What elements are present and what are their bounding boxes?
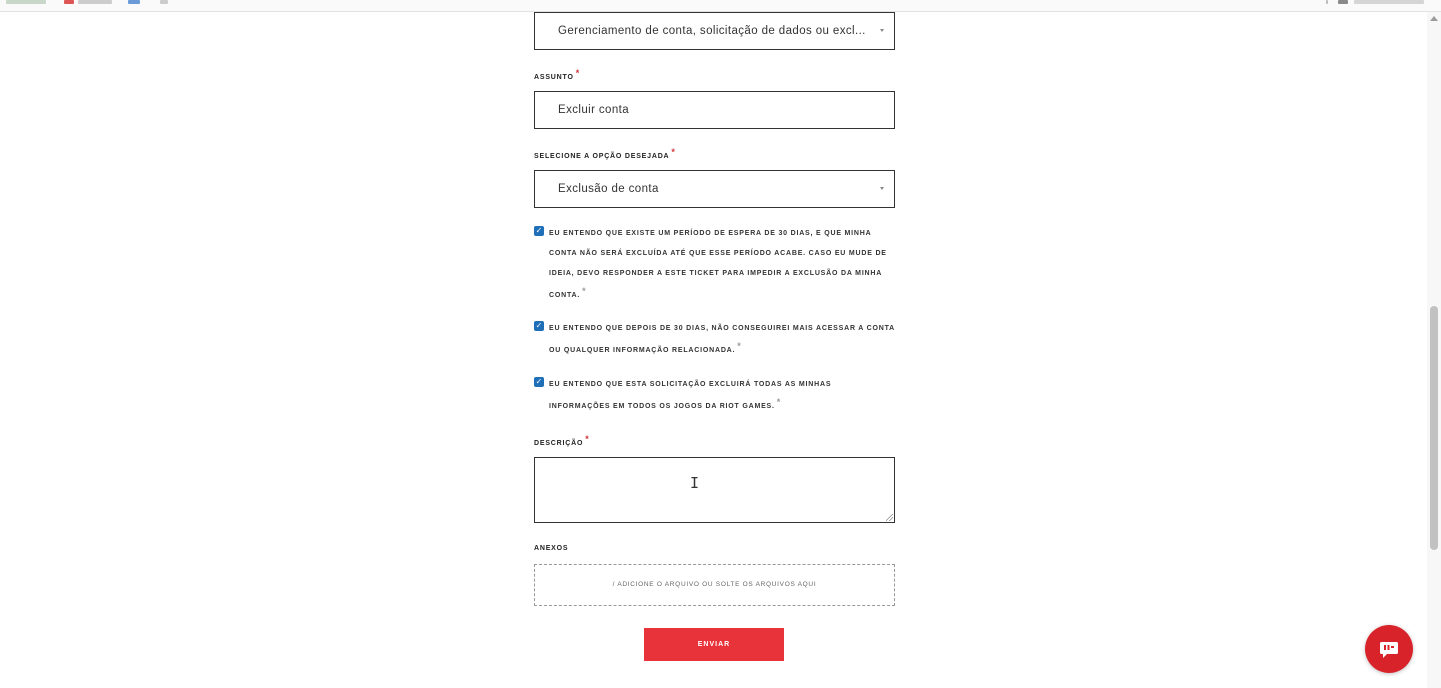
checkbox-label: EU ENTENDO QUE ESTA SOLICITAÇÃO EXCLUIRÁ TODAS AS MINHAS INFORMAÇÕES EM TODOS OS JOGOS DA RIOT GAMES. * [549, 381, 832, 410]
description-label: DESCRIÇÃO * [534, 434, 590, 447]
bookmarks-divider [1326, 0, 1328, 4]
check-icon[interactable]: ✓ [535, 226, 543, 235]
chat-button[interactable] [1365, 625, 1413, 673]
text-cursor-icon: I [690, 474, 700, 492]
chat-icon [1377, 637, 1401, 661]
required-mark: * [585, 434, 590, 444]
resize-handle[interactable] [886, 514, 893, 521]
subject-input[interactable] [534, 91, 895, 129]
scrollbar[interactable] [1427, 12, 1441, 688]
subject-label: ASSUNTO * [534, 68, 581, 81]
required-mark: * [575, 68, 581, 78]
attachments-label: ANEXOS [534, 545, 569, 552]
attachment-dropzone[interactable]: / ADICIONE O ARQUIVO OU SOLTE OS ARQUIVOS AQUI [534, 564, 895, 606]
checkbox-label: EU ENTENDO QUE DEPOIS DE 30 DIAS, NÃO CONSEGUIREI MAIS ACESSAR A CONTA OU QUALQUER INFORMAÇÃO RELACIONADA. * [549, 325, 895, 354]
bookmark-item[interactable] [6, 0, 46, 4]
required-mark: * [737, 341, 742, 351]
submit-button[interactable]: ENVIAR [644, 628, 784, 661]
category-select-value: Gerenciamento de conta, solicitação de dados ou excl... [558, 25, 866, 37]
caret-down-icon [880, 187, 884, 190]
reading-list-icon[interactable] [1338, 0, 1348, 4]
check-icon[interactable]: ✓ [535, 377, 543, 386]
required-mark: * [776, 397, 782, 407]
scroll-up-arrow-icon[interactable] [1430, 16, 1438, 21]
description-textarea[interactable] [534, 457, 895, 523]
required-mark: * [671, 147, 676, 157]
scrollbar-thumb[interactable] [1430, 306, 1438, 550]
browser-bar [0, 0, 1441, 12]
caret-down-icon [880, 29, 884, 32]
apps-icon[interactable] [128, 0, 140, 4]
option-label: SELECIONE A OPÇÃO DESEJADA * [534, 147, 676, 160]
subject-input-value: Excluir conta [558, 104, 630, 116]
category-select[interactable] [534, 12, 895, 50]
checkbox-label: EU ENTENDO QUE EXISTE UM PERÍODO DE ESPERA DE 30 DIAS, E QUE MINHA CONTA NÃO SERÁ EXCLUÍDA ATÉ QUE ESSE PERÍODO ACABE. CASO EU MUDE DE IDEIA, DEVO RESPONDER A ESTE TICKET PARA IMPEDIR A EXCLUSÃO DA MINHA CONTA. * [549, 230, 887, 299]
required-mark: * [582, 286, 587, 296]
bookmark-item[interactable] [78, 0, 112, 4]
bookmark-item[interactable] [160, 0, 168, 4]
youtube-icon[interactable] [64, 0, 74, 4]
option-select[interactable] [534, 170, 895, 208]
option-select-value: Exclusão de conta [558, 183, 659, 195]
bookmark-item[interactable] [1354, 0, 1424, 4]
check-icon[interactable]: ✓ [535, 321, 543, 330]
